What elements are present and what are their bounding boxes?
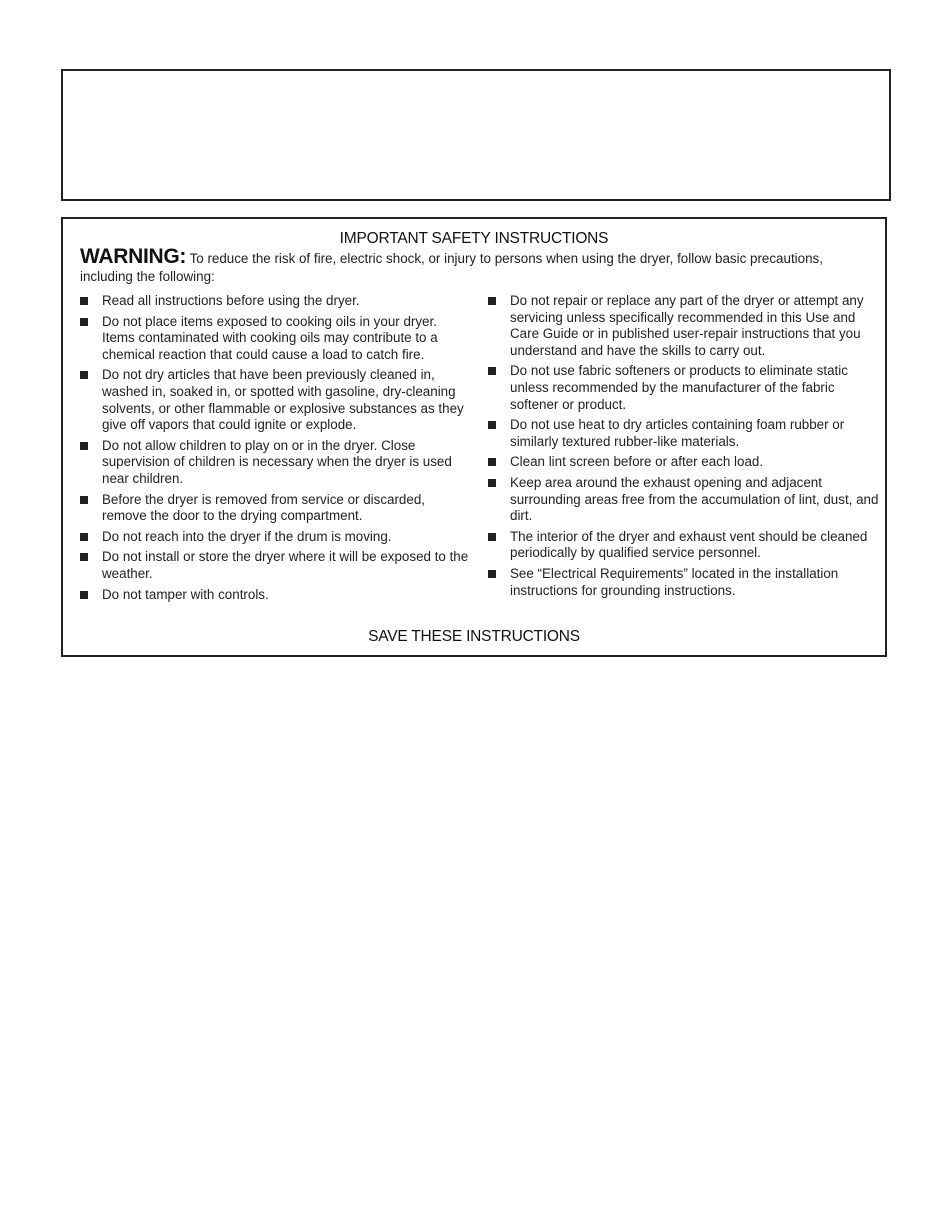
list-item: See “Electrical Requirements” located in the installation instructions for grounding instructions. (487, 566, 881, 599)
square-bullet-icon (80, 496, 88, 504)
square-bullet-icon (80, 442, 88, 450)
safety-instructions-box (61, 217, 887, 657)
blank-frame (61, 69, 891, 201)
list-item: Do not use heat to dry articles containing foam rubber or similarly textured rubber-like materials. (487, 417, 881, 450)
square-bullet-icon (488, 297, 496, 305)
square-bullet-icon (80, 371, 88, 379)
square-bullet-icon (488, 421, 496, 429)
list-item: Do not use fabric softeners or products to eliminate static unless recommended by the manufacturer of the fabric softener or product. (487, 363, 881, 413)
square-bullet-icon (488, 458, 496, 466)
square-bullet-icon (488, 533, 496, 541)
square-bullet-icon (80, 318, 88, 326)
square-bullet-icon (80, 553, 88, 561)
list-item: Do not repair or replace any part of the dryer or attempt any servicing unless specifically recommended in this Use and Care Guide or in published user-repair instructions that you understand and have the skills to carry out. (487, 293, 881, 359)
list-item: Do not dry articles that have been previously cleaned in, washed in, soaked in, or spotted with gasoline, dry-cleaning solvents, or other flammable or explosive substances as they give off vapors that could ignite or explode. (79, 367, 471, 433)
list-item: Clean lint screen before or after each load. (487, 454, 881, 471)
warning-label: WARNING: (80, 245, 187, 268)
list-item: Do not reach into the dryer if the drum is moving. (79, 529, 471, 546)
save-instructions-footer: SAVE THESE INSTRUCTIONS (368, 628, 580, 645)
warning-text: To reduce the risk of fire, electric shock, or injury to persons when using the dryer, follow basic precautions, including the following: (80, 251, 823, 284)
list-item: Keep area around the exhaust opening and adjacent surrounding areas free from the accumulation of lint, dust, and dirt. (487, 475, 881, 525)
square-bullet-icon (488, 570, 496, 578)
safety-heading: IMPORTANT SAFETY INSTRUCTIONS (339, 230, 609, 247)
list-item: Do not place items exposed to cooking oils in your dryer. Items contaminated with cooking oils may contribute to a chemical reaction that could cause a load to catch fire. (79, 314, 471, 364)
warning-statement (80, 246, 875, 285)
square-bullet-icon (80, 297, 88, 305)
right-instruction-list (487, 293, 881, 603)
list-item: Do not install or store the dryer where it will be exposed to the weather. (79, 549, 471, 582)
square-bullet-icon (488, 479, 496, 487)
list-item: Before the dryer is removed from service or discarded, remove the door to the drying compartment. (79, 492, 471, 525)
square-bullet-icon (488, 367, 496, 375)
list-item: Do not tamper with controls. (79, 587, 471, 604)
list-item: The interior of the dryer and exhaust vent should be cleaned periodically by qualified service personnel. (487, 529, 881, 562)
square-bullet-icon (80, 533, 88, 541)
list-item: Read all instructions before using the dryer. (79, 293, 471, 310)
list-item: Do not allow children to play on or in the dryer. Close supervision of children is necessary when the dryer is used near children. (79, 438, 471, 488)
left-instruction-list (79, 293, 471, 607)
square-bullet-icon (80, 591, 88, 599)
